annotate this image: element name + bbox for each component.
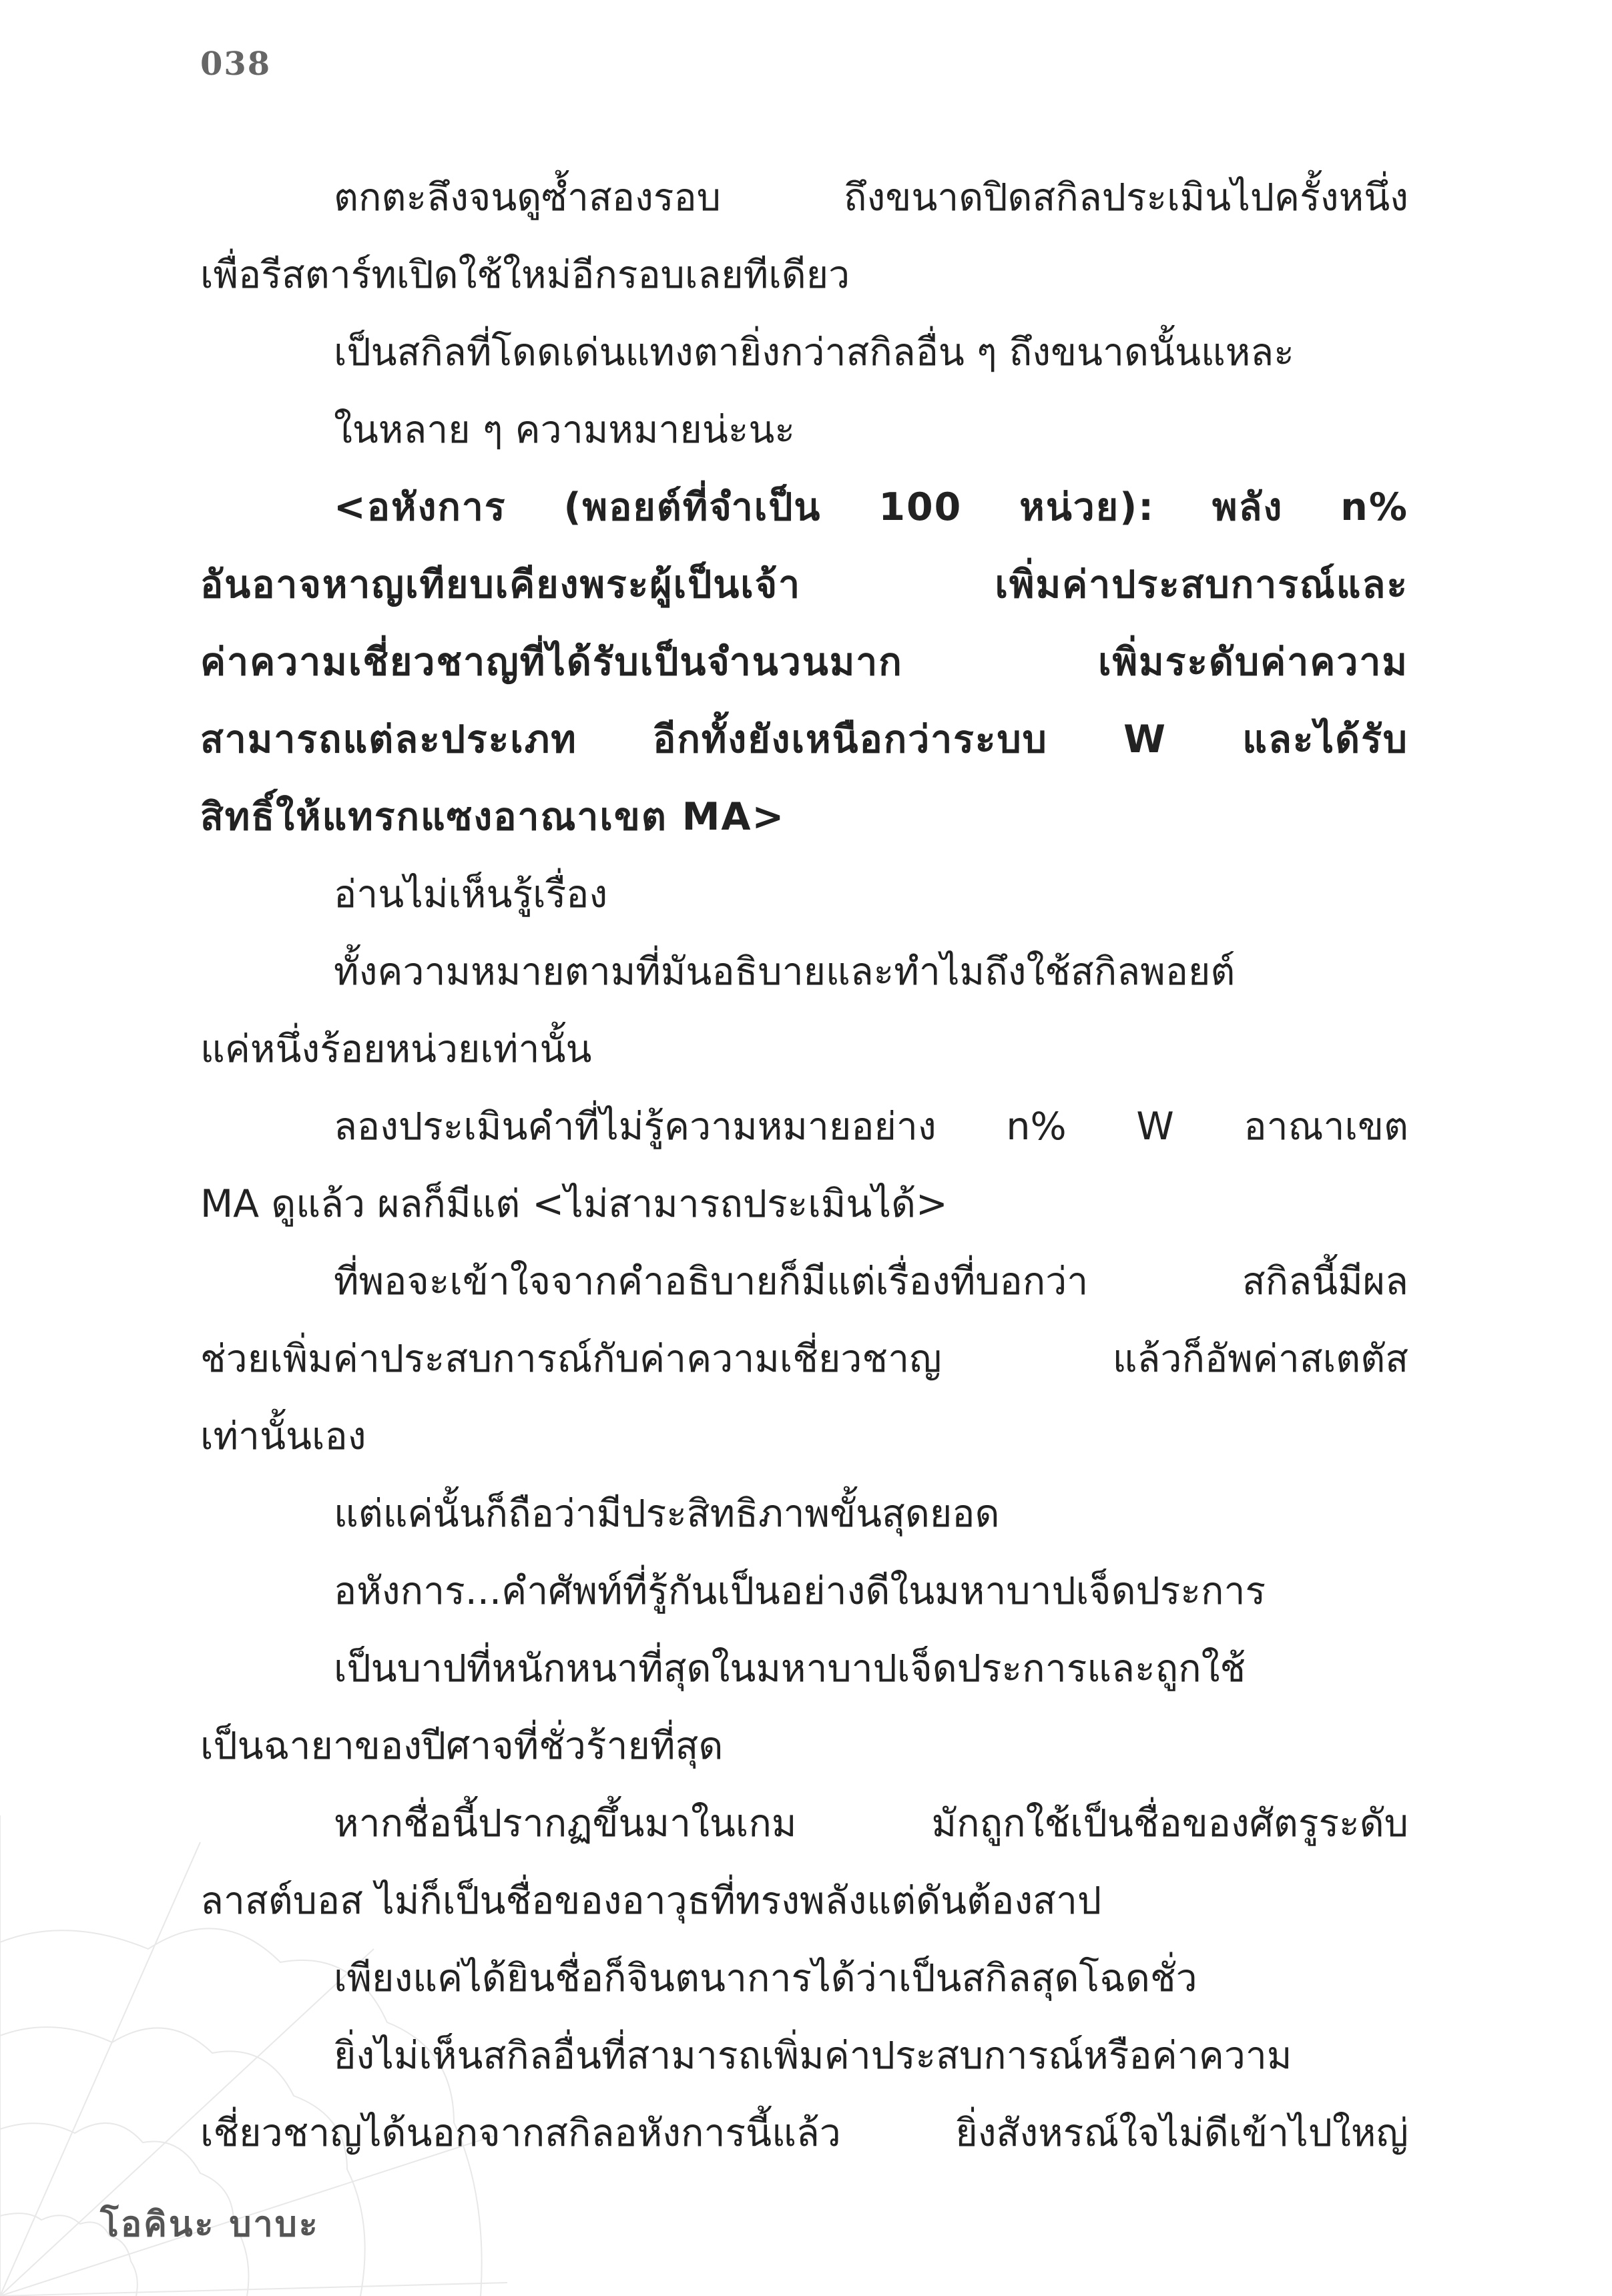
- text-line: ทั้งความหมายตามที่มันอธิบายและทำไมถึงใช้สกิลพอยต์: [334, 950, 1236, 994]
- text-line: MA ดูแล้ว ผลก็มีแต่ <ไม่สามารถประเมินได้>: [200, 1182, 948, 1226]
- skill-description-line: <อหังการ (พอยต์ที่จำเป็น 100 หน่วย): พลัง n%: [334, 485, 1408, 529]
- text-line: อ่านไม่เห็นรู้เรื่อง: [334, 872, 608, 916]
- text-line: ช่วยเพิ่มค่าประสบการณ์กับค่าความเชี่ยวชาญ แล้วก็อัพค่าสเตตัส: [200, 1337, 1408, 1381]
- text-line: เป็นบาปที่หนักหนาที่สุดในมหาบาปเจ็ดประการและถูกใช้: [334, 1647, 1246, 1691]
- page-number: 038: [200, 45, 272, 83]
- author-footer: โอคินะ บาบะ: [100, 2205, 320, 2245]
- text-line: เป็นฉายาของปีศาจที่ชั่วร้ายที่สุด: [200, 1724, 724, 1768]
- text-line: เพื่อรีสตาร์ทเปิดใช้ใหม่อีกรอบเลยทีเดียว: [200, 253, 850, 297]
- skill-description-line: อันอาจหาญเทียบเคียงพระผู้เป็นเจ้า เพิ่มค่าประสบการณ์และ: [200, 563, 1408, 607]
- text-line: ยิ่งไม่เห็นสกิลอื่นที่สามารถเพิ่มค่าประสบการณ์หรือค่าความ: [334, 2034, 1292, 2078]
- text-line: หากชื่อนี้ปรากฏขึ้นมาในเกม มักถูกใช้เป็นชื่อของศัตรูระดับ: [334, 1801, 1408, 1845]
- text-line: ตกตะลึงจนดูซ้ำสองรอบ ถึงขนาดปิดสกิลประเมินไปครั้งหนึ่ง: [334, 176, 1408, 220]
- text-line: ลาสต์บอส ไม่ก็เป็นชื่อของอาวุธที่ทรงพลังแต่ดันต้องสาป: [200, 1879, 1102, 1923]
- text-line: เพียงแค่ได้ยินชื่อก็จินตนาการได้ว่าเป็นสกิลสุดโฉดชั่ว: [334, 1956, 1197, 2000]
- text-line: ในหลาย ๆ ความหมายน่ะนะ: [334, 408, 795, 452]
- text-line: อหังการ...คำศัพท์ที่รู้กันเป็นอย่างดีในมหาบาปเจ็ดประการ: [334, 1569, 1266, 1613]
- text-line: แค่หนึ่งร้อยหน่วยเท่านั้น: [200, 1027, 592, 1071]
- text-line: เท่านั้นเอง: [200, 1414, 366, 1458]
- text-line: ลองประเมินคำที่ไม่รู้ความหมายอย่าง n% W อาณาเขต: [334, 1105, 1408, 1149]
- body-text: [200, 159, 1408, 2172]
- skill-description-line: ค่าความเชี่ยวชาญที่ได้รับเป็นจำนวนมาก เพิ่มระดับค่าความ: [200, 640, 1408, 684]
- text-line: เชี่ยวชาญได้นอกจากสกิลอหังการนี้แล้ว ยิ่งสังหรณ์ใจไม่ดีเข้าไปใหญ่: [200, 2111, 1408, 2155]
- text-line: ที่พอจะเข้าใจจากคำอธิบายก็มีแต่เรื่องที่บอกว่า สกิลนี้มีผล: [334, 1259, 1408, 1304]
- skill-description-line: สามารถแต่ละประเภท อีกทั้งยังเหนือกว่าระบบ W และได้รับ: [200, 718, 1408, 762]
- skill-description-line: สิทธิ์ให้แทรกแซงอาณาเขต MA>: [200, 795, 786, 839]
- text-line: เป็นสกิลที่โดดเด่นแทงตายิ่งกว่าสกิลอื่น ๆ ถึงขนาดนั้นแหละ: [334, 330, 1294, 374]
- text-line: แต่แค่นั้นก็ถือว่ามีประสิทธิภาพขั้นสุดยอด: [334, 1492, 1000, 1536]
